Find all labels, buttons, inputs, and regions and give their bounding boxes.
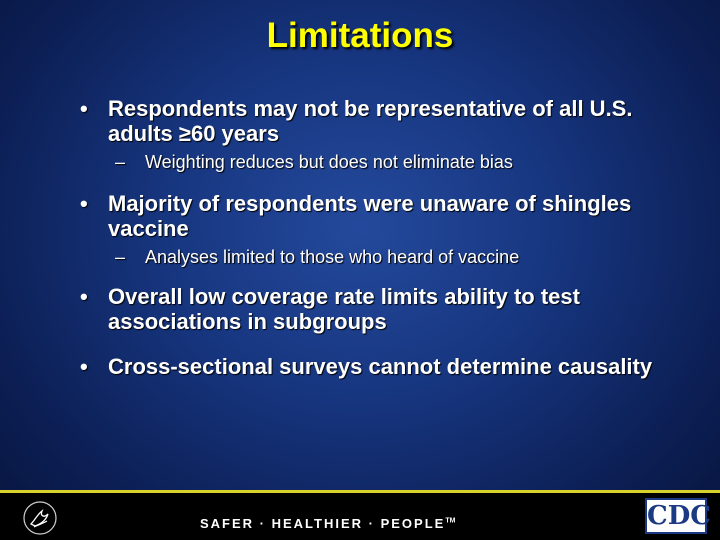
bullet-4-text: Cross-sectional surveys cannot determine causality [108, 354, 653, 379]
trademark: TM [445, 517, 456, 525]
bullet-2-text: Majority of respondents were unaware of shingles vaccine [108, 191, 632, 241]
bullet-4 [80, 354, 680, 379]
bullet-mark: • [80, 354, 88, 379]
bullet-3 [80, 284, 680, 334]
sub-bullet-1 [115, 151, 680, 173]
footer-divider [0, 490, 720, 493]
sub-bullet-mark: – [115, 152, 126, 172]
sub-bullet-1-text: Weighting reduces but does not eliminate bias [145, 152, 513, 172]
sub-bullet-mark: – [115, 247, 126, 267]
slide-body [80, 96, 680, 379]
bullet-mark: • [80, 96, 88, 121]
sub-bullet-2 [115, 246, 680, 268]
bullet-3-text: Overall low coverage rate limits ability to test associations in subgroups [108, 284, 580, 334]
footer-bar [0, 490, 720, 540]
tagline-text: SAFER · HEALTHIER · PEOPLE [200, 516, 446, 531]
footer-tagline [200, 516, 455, 531]
bullet-mark: • [80, 191, 88, 216]
bullet-1-text: Respondents may not be representative of all U.S. adults ≥60 years [108, 96, 633, 146]
sub-bullet-2-text: Analyses limited to those who heard of vaccine [145, 247, 520, 267]
bullet-mark: • [80, 284, 88, 309]
bullet-2 [80, 191, 680, 241]
bullet-1 [80, 96, 680, 146]
cdc-logo: CDC [645, 498, 707, 534]
hhs-eagle-icon [22, 500, 58, 536]
slide-title: Limitations [266, 16, 454, 55]
